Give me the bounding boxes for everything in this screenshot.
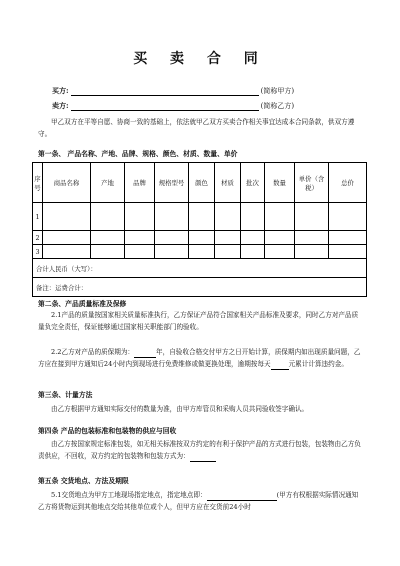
clause-4 bbox=[38, 438, 364, 462]
remark-label[interactable]: 备注：运费合计： bbox=[33, 278, 367, 297]
table-row bbox=[33, 231, 367, 245]
clause-5-1-start: 5.1交货地点为甲方工地现场指定地点，指定地点即： bbox=[51, 491, 207, 499]
remark-row bbox=[33, 278, 367, 297]
header-cell: 材质 bbox=[215, 163, 241, 203]
packaging-method-field[interactable] bbox=[190, 453, 216, 462]
table-row bbox=[33, 245, 367, 259]
delivery-location-field[interactable] bbox=[207, 492, 277, 501]
clause-2-2-start: 2.2乙方对产品的质保期为： bbox=[51, 348, 135, 356]
header-cell: 品牌 bbox=[125, 163, 155, 203]
buyer-label: 买方: bbox=[52, 86, 69, 95]
header-cell: 序号 bbox=[33, 163, 43, 203]
section-2-heading: 第二条、产品质量标准及保修 bbox=[38, 300, 127, 308]
intro-paragraph: 甲乙双方在平等自愿、协商一致的基础上，依法就甲乙双方买卖合作相关事宜达成本合同条款，供双方遵守。 bbox=[38, 118, 355, 138]
section-4-heading: 第四条 产品的包装标准和包装物的供应与回收 bbox=[38, 427, 177, 435]
header-cell: 产地 bbox=[91, 163, 125, 203]
table-header-row bbox=[33, 163, 367, 203]
seller-note: (简称乙方) bbox=[260, 102, 295, 110]
clause-2-1: 2.1产品的质量按国家相关质量标准执行，乙方保证产品符合国家相关产品标准及要求，同时乙方对产品质量负完全责任，保证能够通过国家相关职能部门的验收。 bbox=[38, 311, 359, 331]
total-row bbox=[33, 259, 367, 278]
section-5-heading: 第五条 交货地点、方法及期限 bbox=[38, 477, 129, 485]
buyer-name-field[interactable] bbox=[71, 86, 259, 96]
penalty-amount-field[interactable] bbox=[271, 361, 289, 370]
total-label[interactable]: 合计人民币（大写）： bbox=[33, 259, 367, 278]
header-cell: 颜色 bbox=[189, 163, 215, 203]
seller-label: 卖方: bbox=[52, 101, 69, 110]
clause-4-text: 由乙方按国家规定标准包装，如无相关标准按双方约定的有利于保护产品的方式进行包装，包装物由乙方负责供应，不回收，双方约定的包装物和包装方式为： bbox=[38, 440, 361, 460]
clause-3: 由乙方根据甲方通知实际交付的数量为准，由甲方库管员和采购人员共同验收签字确认。 bbox=[51, 405, 309, 413]
clause-2-2-end: 元累计计算违约金。 bbox=[288, 360, 348, 368]
row-number: 1 bbox=[33, 203, 43, 231]
warranty-years-field[interactable] bbox=[134, 349, 156, 358]
header-cell: 总价 bbox=[329, 163, 367, 203]
section-3-heading: 第三条、计量方法 bbox=[38, 391, 93, 399]
clause-5-1 bbox=[38, 489, 364, 513]
header-cell: 规格型号 bbox=[155, 163, 189, 203]
header-cell: 单价（含税） bbox=[295, 163, 329, 203]
row-number: 3 bbox=[33, 245, 43, 259]
section-1-heading: 第一条、 产品名称、产地、品牌、规格、颜色、材质、数量、单价 bbox=[38, 150, 238, 158]
page-title: 买 卖 合 同 bbox=[133, 51, 267, 67]
buyer-line bbox=[52, 86, 294, 96]
header-cell: 商品名称 bbox=[43, 163, 91, 203]
header-cell: 数量 bbox=[265, 163, 295, 203]
buyer-note: (简称甲方) bbox=[260, 87, 295, 95]
clause-5-1-end: (甲方有权根据实际情况通知乙方将货物运到其他地点交给其他单位或个人，但甲方应在交货前24小时 bbox=[38, 491, 359, 511]
row-number: 2 bbox=[33, 231, 43, 245]
seller-name-field[interactable] bbox=[71, 101, 259, 111]
product-table bbox=[32, 162, 367, 297]
clause-2-2 bbox=[38, 346, 364, 370]
header-cell: 批次 bbox=[241, 163, 265, 203]
clause-2-2-middle: 年，自验收合格交付甲方之日开始计算，质保期内如出现质量问题，乙方应在接到甲方通知后24小时内到现场进行免费维修或做更换处理，逾期按每天 bbox=[38, 348, 361, 368]
table-row bbox=[33, 203, 367, 231]
seller-line bbox=[52, 101, 294, 111]
